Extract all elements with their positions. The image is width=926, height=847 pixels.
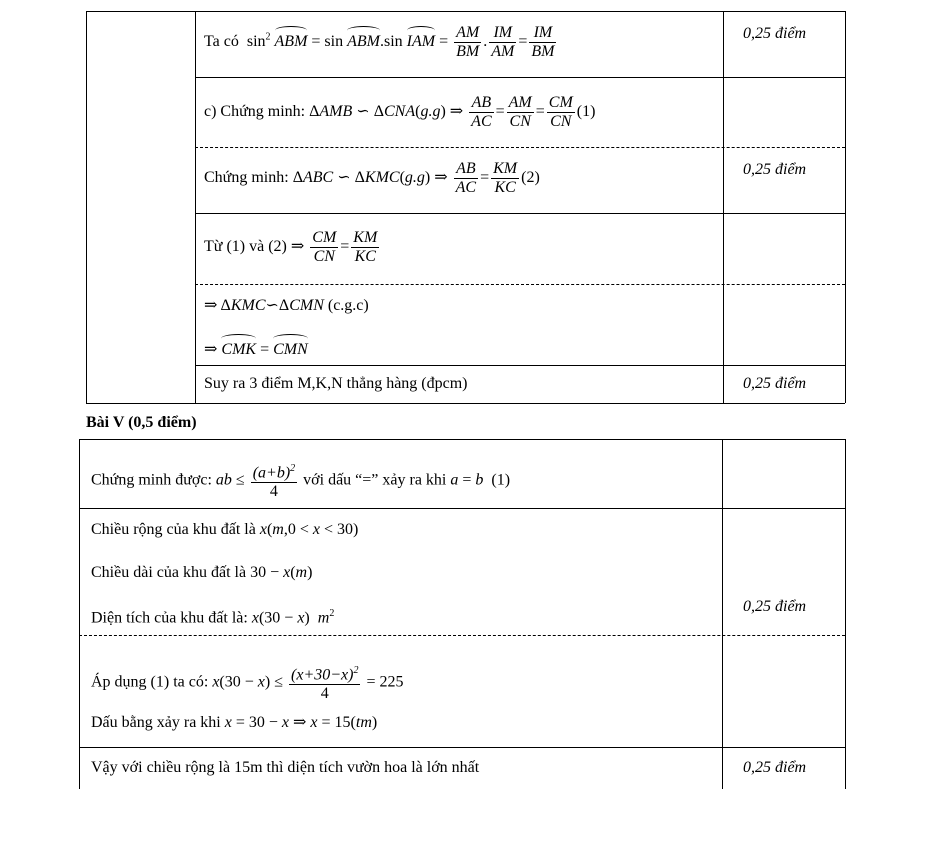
t2-row3-line2: Dấu bằng xảy ra khi x = 30 − x ⇒ x = 15(tm) <box>91 714 378 731</box>
t2-row1: Chứng minh được: ab ≤ $\frac{(a+b)^2}{4}$ với dấu “=” xảy ra khi a = b (1) <box>91 460 510 501</box>
t1-row1: Ta có $\sin^2$ ABM = sin ABM.sin IAM = $\frac{AM}{BM}$ . $\frac{IM}{AM}$ = $\frac{IM}{BM}$ <box>204 24 555 60</box>
t2-row2-line3: Diện tích của khu đất là: x(30 − x) $m^2$ <box>91 608 335 627</box>
t2-row4: Vậy với chiều rộng là 15m thì diện tích vườn hoa là lớn nhất <box>91 759 480 776</box>
t1-row5: ⇒ ΔKMC∽ΔCMN (c.g.c) <box>204 297 369 314</box>
t1-row1-score: 0,25 điểm <box>743 25 807 42</box>
t2-row2-line2: Chiều dài của khu đất là 30 − x(m) <box>91 564 313 581</box>
t2-row3-line1: Áp dụng (1) ta có: x(30 − x) ≤ $\frac{(x+30-x)^2}{4}$ = 225 <box>91 662 404 703</box>
t1-row4: Từ (1) và (2) ⇒ $\frac{CM}{CN}$ = $\frac{KM}{KC}$ <box>204 229 378 265</box>
t1-row3-score: 0,25 điểm <box>743 161 807 178</box>
t2-row2-score: 0,25 điểm <box>743 598 807 615</box>
t1-row3: Chứng minh: ΔABC ∽ ΔKMC(g.g) ⇒ $\frac{AB}{AC}$ = $\frac{KM}{KC}$ (2) <box>204 160 540 196</box>
t1-row7: Suy ra 3 điểm M,K,N thẳng hàng (đpcm) <box>204 375 468 392</box>
t1-row7-score: 0,25 điểm <box>743 375 807 392</box>
t2-row4-score: 0,25 điểm <box>743 759 807 776</box>
t1-row2: c) Chứng minh: ΔAMB ∽ ΔCNA(g.g) ⇒ $\frac{AB}{AC}$ = $\frac{AM}{CN}$ = $\frac{CM}{CN}$ (1) <box>204 94 596 130</box>
t1-row6: ⇒ CMK = CMN <box>204 336 308 360</box>
t2-row2-line1: Chiều rộng của khu đất là x(m,0 < x < 30) <box>91 521 359 538</box>
section-heading: Bài V (0,5 điểm) <box>86 414 197 431</box>
